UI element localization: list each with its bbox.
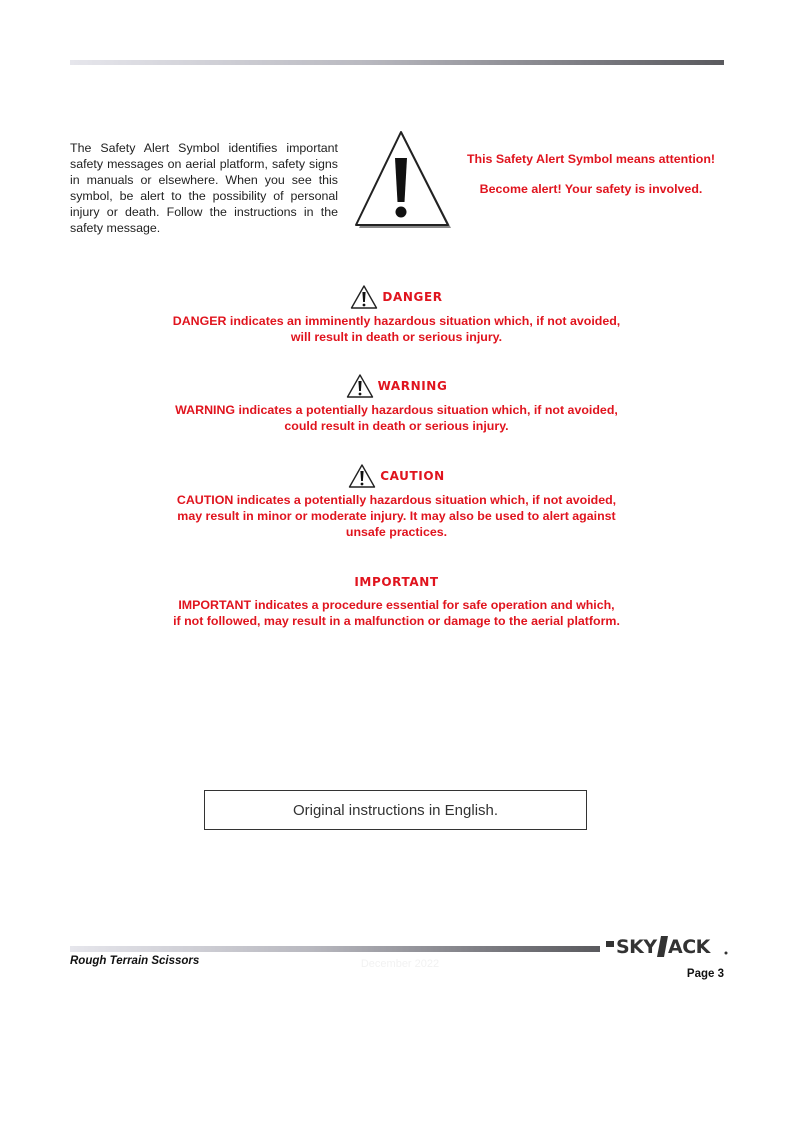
footer-rule — [70, 946, 600, 952]
svg-text:ACK: ACK — [668, 936, 710, 958]
alert-meaning — [458, 151, 724, 197]
svg-text:SKY: SKY — [616, 936, 657, 958]
footer-date: December 2022 — [360, 958, 440, 970]
caution-description-line-2: may result in minor or moderate injury. It may also be used to alert against — [177, 509, 616, 523]
important-description — [100, 597, 693, 629]
caution-description — [100, 492, 693, 540]
warning-description-line-1: WARNING indicates a potentially hazardous situation which, if not avoided, — [175, 403, 618, 417]
warning-block — [100, 372, 693, 434]
caution-description-line-1: CAUTION indicates a potentially hazardous situation which, if not avoided, — [176, 493, 617, 507]
warning-description — [100, 402, 693, 434]
skyjack-logo — [606, 934, 731, 958]
header-rule — [70, 60, 724, 65]
danger-description-line-2: will result in death or serious injury. — [290, 330, 503, 344]
alert-triangle-icon — [346, 373, 374, 399]
alert-triangle-icon — [348, 463, 376, 489]
important-description-line-1: IMPORTANT indicates a procedure essential for safe operation and which, — [178, 598, 615, 612]
danger-heading — [100, 283, 693, 311]
warning-heading — [100, 372, 693, 400]
caution-block — [100, 462, 693, 540]
safety-alert-intro: The Safety Alert Symbol identifies important safety messages on aerial platform, safety signs in manuals or elsewhere. When you see this symbol, be alert to the possibility of personal injury or death. Follow the instructions in the safety message. — [70, 141, 338, 235]
footer-document-title: Rough Terrain Scissors — [70, 955, 200, 967]
danger-description — [100, 313, 693, 345]
original-instructions-box: Original instructions in English. — [204, 790, 587, 830]
important-heading — [100, 571, 693, 593]
safety-alert-symbol-icon — [353, 128, 457, 232]
caution-heading — [100, 462, 693, 490]
important-word: IMPORTANT — [354, 575, 439, 589]
danger-word: DANGER — [382, 290, 443, 304]
warning-description-line-2: could result in death or serious injury. — [284, 419, 509, 433]
important-description-line-2: if not followed, may result in a malfunction or damage to the aerial platform. — [173, 614, 620, 628]
alert-triangle-icon — [350, 284, 378, 310]
danger-description-line-1: DANGER indicates an imminently hazardous situation which, if not avoided, — [172, 314, 621, 328]
warning-word: WARNING — [377, 379, 448, 393]
alert-meaning-line-2: Become alert! Your safety is involved. — [479, 182, 703, 196]
caution-word: CAUTION — [380, 469, 445, 483]
caution-description-line-3: unsafe practices. — [345, 525, 448, 539]
danger-block — [100, 283, 693, 345]
footer-page-number: Page 3 — [686, 968, 724, 980]
alert-meaning-line-1: This Safety Alert Symbol means attention! — [466, 152, 716, 166]
important-block — [100, 571, 693, 629]
